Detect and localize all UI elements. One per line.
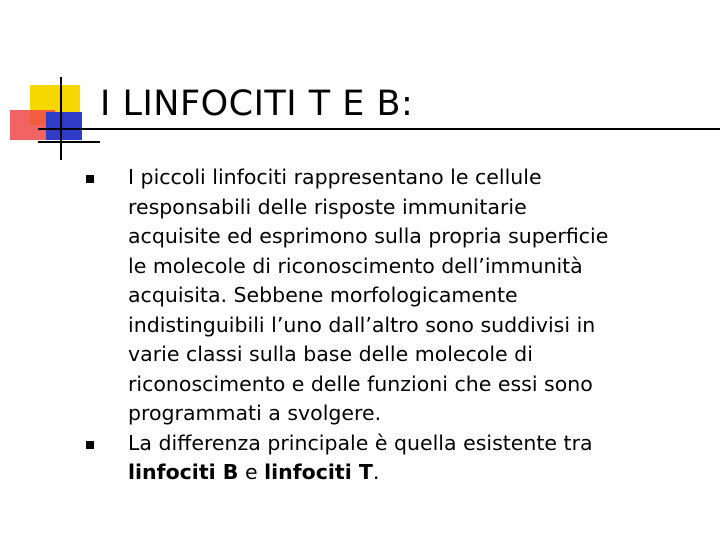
connector-text: e [238,460,265,484]
bullet-2-line-2 [128,458,710,488]
bullet-1-line-1: I piccoli linfociti rappresentano le cellule [128,165,542,189]
bullet-1-line-8: riconoscimento e delle funzioni che essi sono [128,371,593,396]
bullet-1-line-4: le molecole di riconoscimento dell’immunità [128,253,583,278]
slide-title: I LINFOCITI T E B: [100,84,414,124]
bullet-1-line-6: indistinguibili l’uno dall’altro sono suddivisi in [128,312,596,337]
decorative-logo [0,0,100,170]
bullet-item-1 [0,163,720,429]
term-linfociti-b: linfociti B [128,460,239,484]
bullet-list [0,163,720,488]
bullet-1-line-3: acquisite ed esprimono sulla propria superficie [128,224,609,248]
title-underline [38,128,720,130]
term-linfociti-t: linfociti T [264,460,373,484]
logo-blue-square [46,112,82,140]
bullet-2-line-1: La differenza principale è quella esistente tra [128,430,593,455]
bullet-item-2 [0,429,720,488]
sentence-end: . [372,460,380,484]
bullet-marker [86,441,94,449]
bullet-1-line-7: varie classi sulla base delle molecole di [128,342,533,366]
bullet-1-line-2: responsabili delle risposte immunitarie [128,194,527,219]
bullet-marker [86,175,94,183]
bullet-1-line-9: programmati a svolgere. [128,401,382,425]
bullet-1-line-5: acquisita. Sebbene morfologicamente [128,283,518,307]
